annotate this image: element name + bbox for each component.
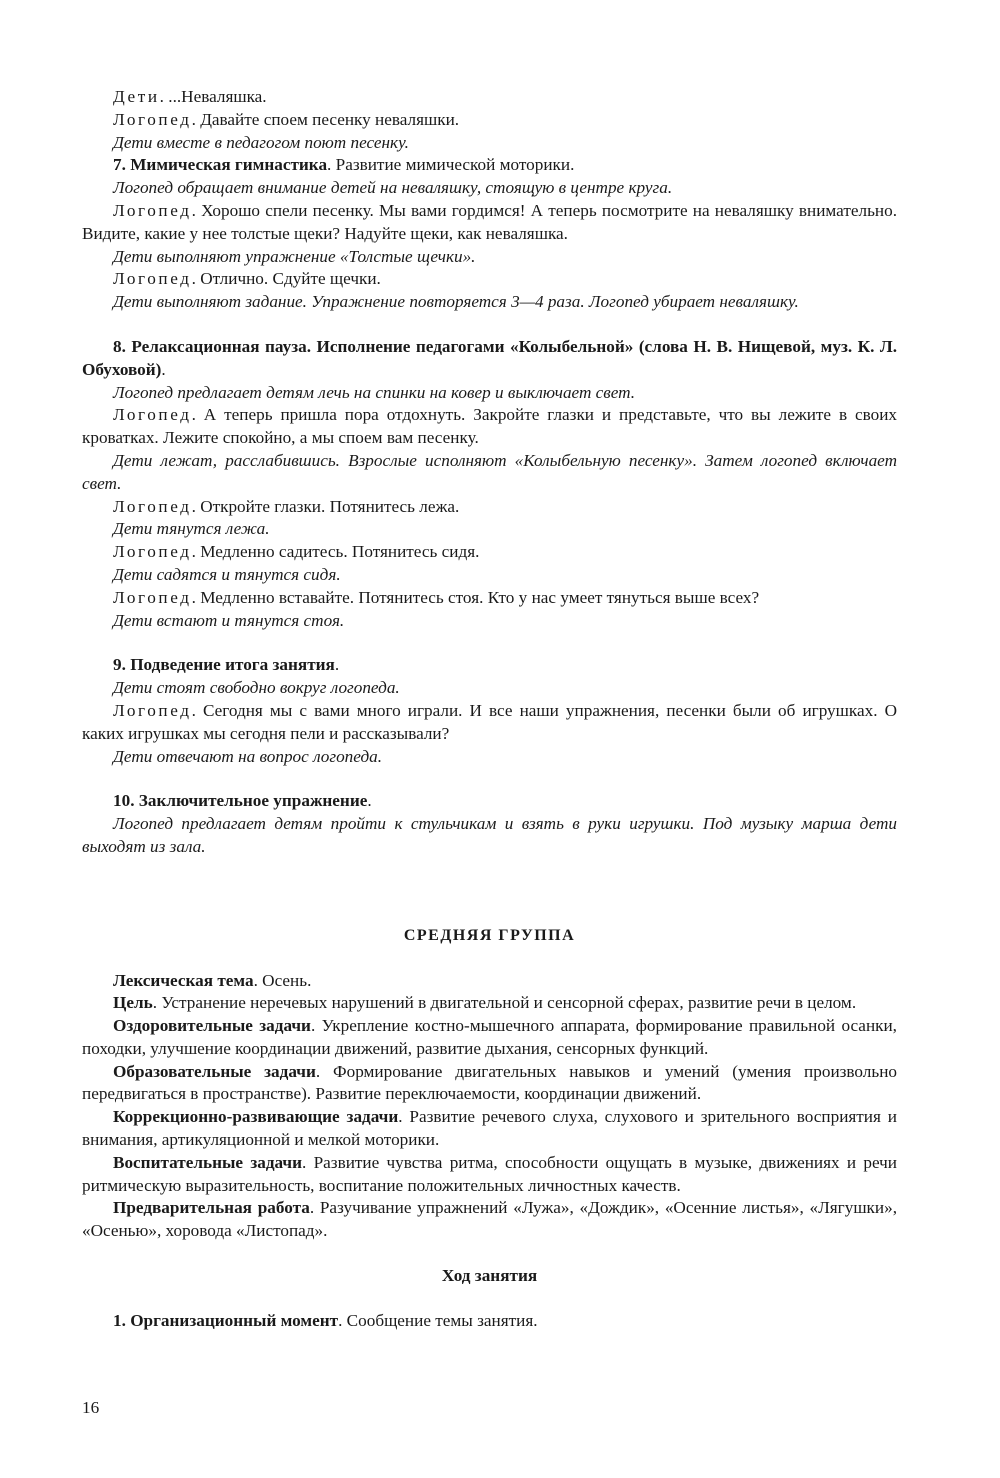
section-heading: 8. Релаксационная пауза. Исполнение педагогами «Колыбельной» (слова Н. В. Нищевой, муз. К. Л. Обуховой). [82,336,897,379]
dialogue-line: Логопед. Сегодня мы с вами много играли. И все наши упражнения, песенки были об игрушках. О каких игрушках мы сегодня пели и рассказывали? [82,700,897,743]
dialogue-line: Логопед. А теперь пришла пора отдохнуть. Закройте глазки и представьте, что вы лежите в своих кроватках. Лежите спокойно, а мы споем вам песенку. [82,405,897,448]
section-heading: 10. Заключительное упражнение. [113,791,372,811]
section-heading: 1. Организационный момент. Сообщение темы занятия. [113,1310,538,1330]
speaker: Логопед [113,269,192,289]
group-title: СРЕДНЯЯ ГРУППА [403,926,576,944]
lesson-field: Предварительная работа. Разучивание упражнений «Лужа», «Дождик», «Осенние листья», «Лягушки», «Осенью», хоровода «Листопад». [82,1198,897,1241]
section-heading: 7. Мимическая гимнастика. Развитие мимической моторики. [113,155,575,175]
dialogue-line: Логопед. Медленно садитесь. Потянитесь сидя. [113,542,480,562]
stage-direction: Дети выполняют задание. Упражнение повторяется 3—4 раза. Логопед убирает неваляшку. [113,292,799,312]
lesson-field: Оздоровительные задачи. Укрепление костно-мышечного аппарата, формирование правильной осанки, походки, улучшение координации движений, развитие дыхания, сенсорных функций. [82,1016,897,1058]
speaker: Логопед [113,496,192,516]
speaker: Логопед [113,542,192,562]
lesson-field: Образовательные задачи. Формирование двигательных навыков и умений (умения произвольно передвигаться в пространстве). Развитие переключаемости, координации движений. [82,1061,898,1104]
stage-direction: Дети выполняют упражнение «Толстые щечки». [113,246,476,266]
dialogue-line: Дети. ...Неваляшка. [113,87,267,106]
stage-direction: Дети стоят свободно вокруг логопеда. [113,678,400,698]
stage-direction: Логопед обращает внимание детей на неваляшку, стоящую в центре круга. [113,178,673,198]
page-number: 16 [82,1398,100,1417]
lesson-field: Коррекционно-развивающие задачи. Развитие речевого слуха, слухового и зрительного восприятия и внимания, артикуляционной и мелкой моторики. [82,1107,897,1150]
speaker: Логопед [113,587,192,607]
lesson-course-title: Ход занятия [441,1266,538,1286]
stage-direction: Логопед предлагает детям пройти к стульчикам и взять в руки игрушки. Под музыку марша дети выходят из зала. [82,814,897,856]
speaker: Логопед [113,405,192,425]
dialogue-line: Логопед. Хорошо спели песенку. Мы вами гордимся! А теперь посмотрите на неваляшку внимательно. Видите, какие у нее толстые щеки? Надуйте щеки, как неваляшка. [82,200,897,243]
speaker: Логопед [113,700,192,720]
lesson-field: Цель. Устранение неречевых нарушений в двигательной и сенсорной сферах, развитие речи в целом. [113,993,857,1013]
page-body [82,86,897,1333]
dialogue-line: Логопед. Медленно вставайте. Потянитесь стоя. Кто у нас умеет тянуться выше всех? [113,587,760,607]
speaker: Дети [113,87,160,106]
speaker: Логопед [113,200,192,220]
stage-direction: Логопед предлагает детям лечь на спинки на ковер и выключает свет. [113,382,636,402]
stage-direction: Дети лежат, расслабившись. Взрослые исполняют «Колыбельную песенку». Затем логопед включает свет. [82,450,897,493]
stage-direction: Дети садятся и тянутся сидя. [113,564,341,584]
lesson-field: Лексическая тема. Осень. [113,970,312,990]
speaker: Логопед [113,109,192,129]
dialogue-line: Логопед. Откройте глазки. Потянитесь лежа. [113,496,460,516]
stage-direction: Дети вместе в педагогом поют песенку. [113,132,409,152]
lesson-field: Воспитательные задачи. Развитие чувства ритма, способности ощущать в музыке, движениях и речи ритмическую выразительность, воспитание положительных личностных качеств. [82,1152,897,1195]
dialogue-line: Логопед. Отлично. Сдуйте щечки. [113,269,381,289]
section-heading: 9. Подведение итога занятия. [113,655,340,675]
dialogue-line: Логопед. Давайте споем песенку неваляшки. [113,109,460,129]
stage-direction: Дети отвечают на вопрос логопеда. [113,746,383,766]
stage-direction: Дети встают и тянутся стоя. [113,610,345,630]
stage-direction: Дети тянутся лежа. [113,519,270,539]
